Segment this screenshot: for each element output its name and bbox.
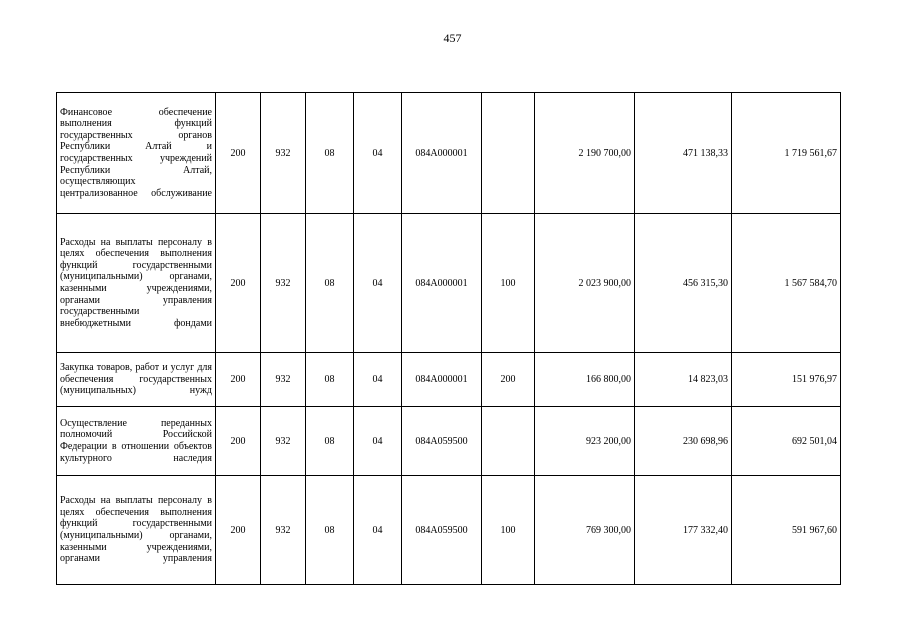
cell-code-4: 04: [354, 214, 402, 353]
cell-target-code: 084А000001: [402, 353, 482, 407]
cell-code-1: 200: [216, 407, 261, 476]
cell-remaining: 591 967,60: [732, 476, 841, 585]
cell-code-3: 08: [306, 476, 354, 585]
cell-code-2: 932: [261, 353, 306, 407]
cell-code-1: 200: [216, 353, 261, 407]
cell-code-3: 08: [306, 214, 354, 353]
cell-expense-type: [482, 407, 535, 476]
cell-expense-type: 100: [482, 214, 535, 353]
cell-code-2: 932: [261, 214, 306, 353]
cell-expense-type: [482, 93, 535, 214]
cell-target-code: 084А059500: [402, 476, 482, 585]
cell-code-1: 200: [216, 93, 261, 214]
cell-remaining: 1 719 561,67: [732, 93, 841, 214]
table-row: [57, 407, 841, 476]
cell-code-4: 04: [354, 407, 402, 476]
cell-executed: 456 315,30: [635, 214, 732, 353]
cell-target-code: 084А000001: [402, 93, 482, 214]
table-row: [57, 214, 841, 353]
row-description: Закупка товаров, работ и услуг для обеспечения государственных (муниципальных) нужд: [57, 353, 216, 407]
cell-executed: 177 332,40: [635, 476, 732, 585]
cell-amount: 166 800,00: [535, 353, 635, 407]
cell-remaining: 692 501,04: [732, 407, 841, 476]
row-description: Финансовое обеспечение выполнения функций государственных органов Республики Алтай и государственных учреждений Республики Алтай, осуществляющих централизованное обслуживание: [57, 93, 216, 214]
row-description: Расходы на выплаты персоналу в целях обеспечения выполнения функций государственными (муниципальными) органами, казенными учреждениями, органами управления: [57, 476, 216, 585]
budget-table: [56, 92, 841, 585]
cell-remaining: 1 567 584,70: [732, 214, 841, 353]
cell-amount: 923 200,00: [535, 407, 635, 476]
cell-target-code: 084А000001: [402, 214, 482, 353]
cell-amount: 769 300,00: [535, 476, 635, 585]
cell-code-3: 08: [306, 407, 354, 476]
cell-expense-type: 200: [482, 353, 535, 407]
cell-code-2: 932: [261, 476, 306, 585]
cell-amount: 2 023 900,00: [535, 214, 635, 353]
table-row: [57, 93, 841, 214]
table-row: [57, 476, 841, 585]
cell-code-4: 04: [354, 353, 402, 407]
cell-code-2: 932: [261, 93, 306, 214]
page-number: 457: [443, 31, 462, 45]
cell-code-3: 08: [306, 353, 354, 407]
cell-code-1: 200: [216, 476, 261, 585]
cell-code-3: 08: [306, 93, 354, 214]
cell-code-2: 932: [261, 407, 306, 476]
cell-executed: 471 138,33: [635, 93, 732, 214]
cell-remaining: 151 976,97: [732, 353, 841, 407]
table-row: [57, 353, 841, 407]
cell-code-4: 04: [354, 476, 402, 585]
row-description: Осуществление переданных полномочий Российской Федерации в отношении объектов культурного наследия: [57, 407, 216, 476]
cell-amount: 2 190 700,00: [535, 93, 635, 214]
cell-code-1: 200: [216, 214, 261, 353]
cell-target-code: 084А059500: [402, 407, 482, 476]
cell-executed: 230 698,96: [635, 407, 732, 476]
cell-code-4: 04: [354, 93, 402, 214]
row-description: Расходы на выплаты персоналу в целях обеспечения выполнения функций государственными (муниципальными) органами, казенными учреждениями, органами управления государственными внебюджетными фондами: [57, 214, 216, 353]
cell-executed: 14 823,03: [635, 353, 732, 407]
cell-expense-type: 100: [482, 476, 535, 585]
